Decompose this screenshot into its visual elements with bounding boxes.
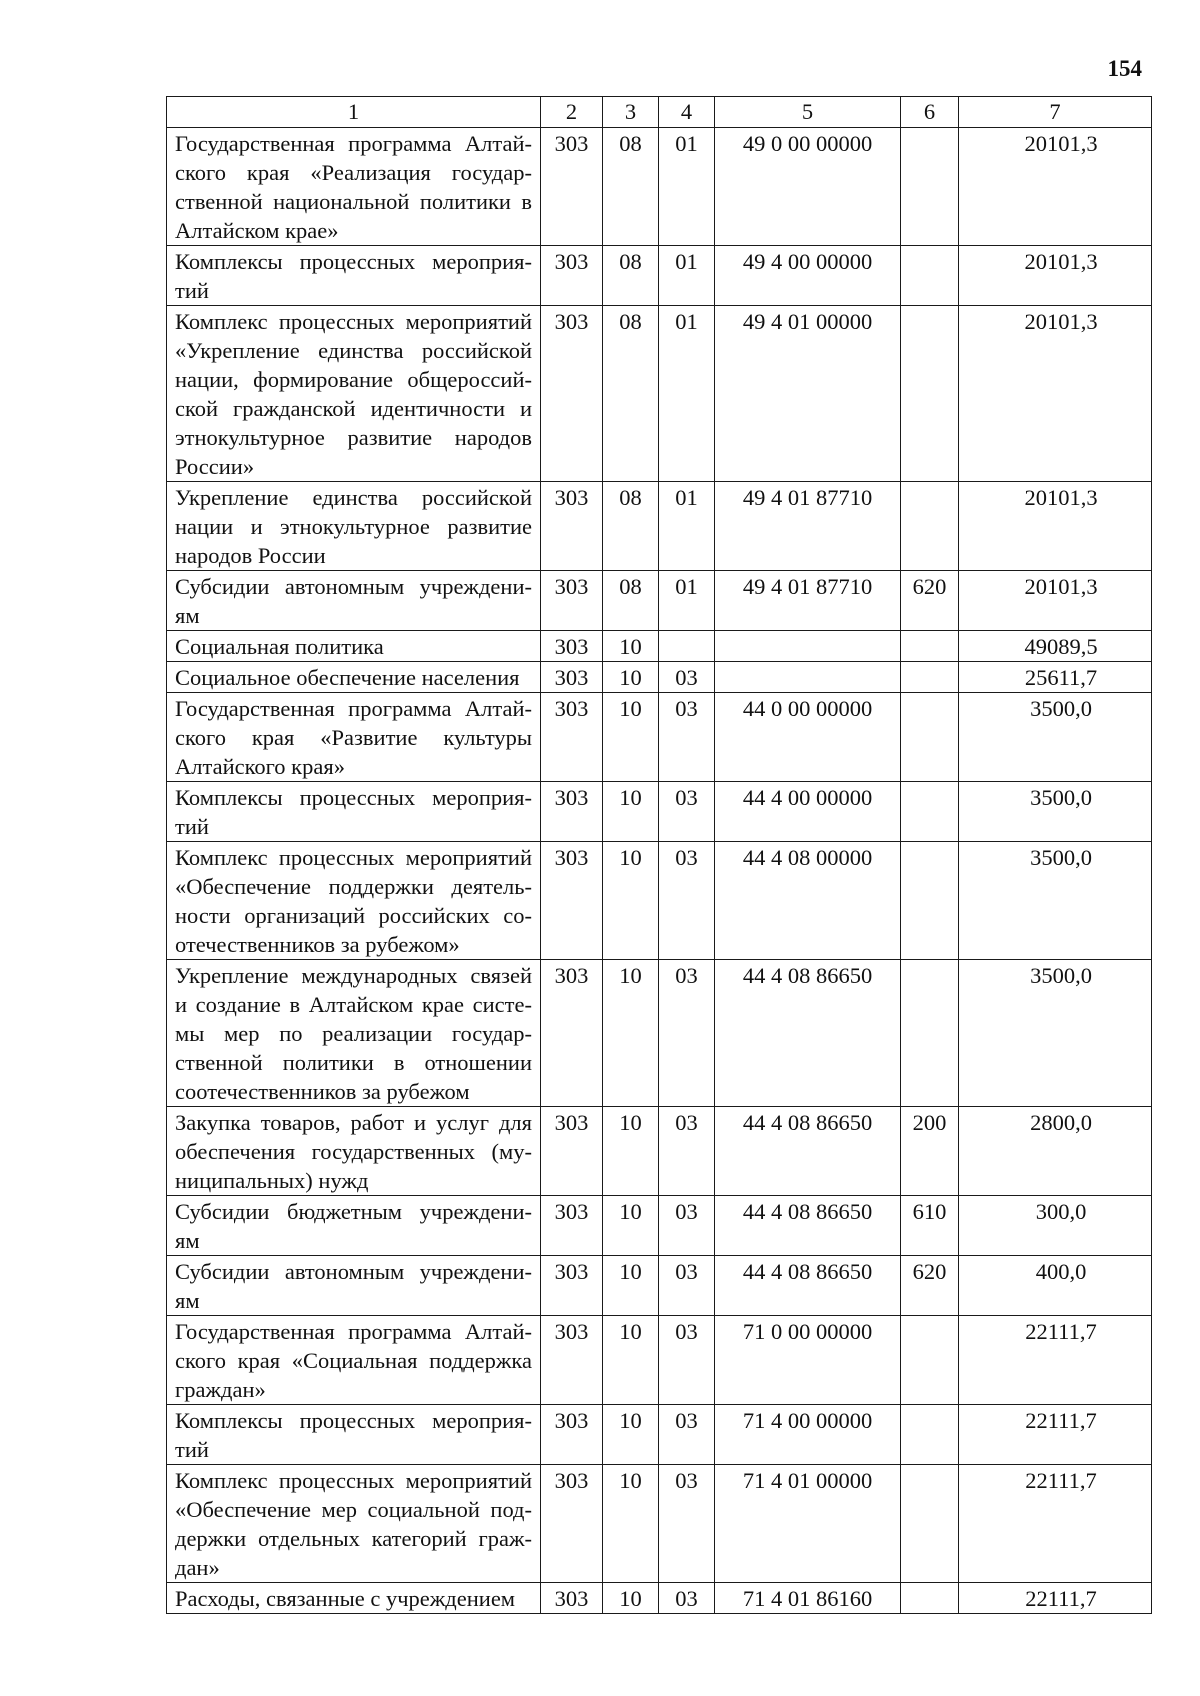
- cell-amount: 20101,3: [959, 482, 1152, 571]
- cell-section: 10: [603, 842, 659, 960]
- cell-department: 303: [541, 1196, 603, 1256]
- cell-subsection: 01: [659, 306, 715, 482]
- cell-section: 10: [603, 782, 659, 842]
- cell-expense-type: [901, 1316, 959, 1405]
- cell-target-code: 44 4 08 86650: [715, 1196, 901, 1256]
- cell-amount: 3500,0: [959, 693, 1152, 782]
- table-header-row: [167, 97, 1152, 128]
- table-row: [167, 693, 1152, 782]
- cell-amount: 300,0: [959, 1196, 1152, 1256]
- cell-name: Государственная программа Алтай-ского края «Реализация государ-ственной национальной политики в Алтайском крае»: [167, 128, 541, 246]
- cell-section: 10: [603, 1256, 659, 1316]
- cell-department: 303: [541, 631, 603, 662]
- cell-amount: 22111,7: [959, 1405, 1152, 1465]
- cell-section: 10: [603, 1107, 659, 1196]
- cell-department: 303: [541, 128, 603, 246]
- table-row: [167, 662, 1152, 693]
- cell-expense-type: [901, 1465, 959, 1583]
- cell-target-code: 49 4 01 87710: [715, 571, 901, 631]
- cell-department: 303: [541, 842, 603, 960]
- cell-section: 10: [603, 1583, 659, 1614]
- cell-amount: 20101,3: [959, 246, 1152, 306]
- cell-name: Субсидии автономным учреждени-ям: [167, 571, 541, 631]
- cell-expense-type: [901, 693, 959, 782]
- cell-department: 303: [541, 1465, 603, 1583]
- cell-amount: 400,0: [959, 1256, 1152, 1316]
- cell-name: Социальная политика: [167, 631, 541, 662]
- table-row: [167, 842, 1152, 960]
- cell-expense-type: [901, 306, 959, 482]
- cell-target-code: 49 4 01 00000: [715, 306, 901, 482]
- cell-expense-type: [901, 782, 959, 842]
- cell-target-code: 49 0 00 00000: [715, 128, 901, 246]
- table-row: [167, 1107, 1152, 1196]
- cell-department: 303: [541, 1316, 603, 1405]
- cell-amount: 22111,7: [959, 1316, 1152, 1405]
- cell-subsection: 03: [659, 693, 715, 782]
- table-row: [167, 128, 1152, 246]
- page-number: 154: [1107, 56, 1142, 81]
- cell-subsection: 03: [659, 1465, 715, 1583]
- budget-table: [166, 96, 1152, 1614]
- cell-expense-type: 620: [901, 1256, 959, 1316]
- cell-name: Комплекс процессных мероприятий «Обеспечение поддержки деятель-ности организаций российских со-отечественников за рубежом»: [167, 842, 541, 960]
- cell-expense-type: [901, 662, 959, 693]
- cell-expense-type: [901, 631, 959, 662]
- cell-subsection: 03: [659, 782, 715, 842]
- cell-name: Комплексы процессных мероприя-тий: [167, 1405, 541, 1465]
- cell-subsection: 03: [659, 1196, 715, 1256]
- cell-section: 08: [603, 571, 659, 631]
- cell-expense-type: 620: [901, 571, 959, 631]
- cell-amount: 2800,0: [959, 1107, 1152, 1196]
- cell-target-code: 44 4 08 86650: [715, 960, 901, 1107]
- cell-expense-type: 610: [901, 1196, 959, 1256]
- cell-name: Социальное обеспечение населения: [167, 662, 541, 693]
- cell-target-code: 71 4 01 00000: [715, 1465, 901, 1583]
- cell-subsection: 03: [659, 1316, 715, 1405]
- cell-target-code: 71 0 00 00000: [715, 1316, 901, 1405]
- table-row: [167, 960, 1152, 1107]
- cell-target-code: 44 4 00 00000: [715, 782, 901, 842]
- cell-section: 10: [603, 1316, 659, 1405]
- column-header: 6: [901, 97, 959, 128]
- cell-amount: 3500,0: [959, 960, 1152, 1107]
- cell-subsection: 01: [659, 246, 715, 306]
- column-header: 4: [659, 97, 715, 128]
- cell-section: 08: [603, 306, 659, 482]
- cell-name: Укрепление единства российской нации и этнокультурное развитие народов России: [167, 482, 541, 571]
- cell-department: 303: [541, 1256, 603, 1316]
- cell-subsection: 03: [659, 1107, 715, 1196]
- cell-expense-type: [901, 246, 959, 306]
- cell-target-code: 44 0 00 00000: [715, 693, 901, 782]
- cell-expense-type: [901, 842, 959, 960]
- table-row: [167, 1196, 1152, 1256]
- table-row: [167, 782, 1152, 842]
- cell-name: Субсидии бюджетным учреждени-ям: [167, 1196, 541, 1256]
- cell-department: 303: [541, 693, 603, 782]
- cell-amount: 3500,0: [959, 782, 1152, 842]
- cell-section: 10: [603, 1405, 659, 1465]
- cell-section: 10: [603, 1465, 659, 1583]
- table-row: [167, 306, 1152, 482]
- cell-amount: 22111,7: [959, 1465, 1152, 1583]
- cell-target-code: [715, 631, 901, 662]
- cell-name: Государственная программа Алтай-ского края «Социальная поддержка граждан»: [167, 1316, 541, 1405]
- table-body: [167, 128, 1152, 1614]
- cell-subsection: 03: [659, 1583, 715, 1614]
- cell-amount: 49089,5: [959, 631, 1152, 662]
- cell-name: Закупка товаров, работ и услуг для обеспечения государственных (му-ниципальных) нужд: [167, 1107, 541, 1196]
- cell-amount: 20101,3: [959, 128, 1152, 246]
- cell-amount: 3500,0: [959, 842, 1152, 960]
- cell-subsection: 01: [659, 482, 715, 571]
- table-row: [167, 1405, 1152, 1465]
- column-header: 2: [541, 97, 603, 128]
- cell-section: 10: [603, 693, 659, 782]
- table-row: [167, 631, 1152, 662]
- table-row: [167, 571, 1152, 631]
- cell-subsection: 03: [659, 842, 715, 960]
- cell-target-code: 44 4 08 86650: [715, 1256, 901, 1316]
- cell-expense-type: [901, 128, 959, 246]
- table-row: [167, 1583, 1152, 1614]
- cell-name: Расходы, связанные с учреждением: [167, 1583, 541, 1614]
- cell-department: 303: [541, 1583, 603, 1614]
- cell-subsection: 01: [659, 571, 715, 631]
- cell-section: 10: [603, 960, 659, 1107]
- cell-target-code: 49 4 01 87710: [715, 482, 901, 571]
- table-row: [167, 1465, 1152, 1583]
- cell-subsection: [659, 631, 715, 662]
- cell-target-code: 71 4 01 86160: [715, 1583, 901, 1614]
- table-row: [167, 482, 1152, 571]
- cell-department: 303: [541, 782, 603, 842]
- cell-section: 08: [603, 128, 659, 246]
- cell-subsection: 03: [659, 662, 715, 693]
- cell-amount: 20101,3: [959, 571, 1152, 631]
- cell-department: 303: [541, 1405, 603, 1465]
- column-header: 1: [167, 97, 541, 128]
- cell-target-code: 71 4 00 00000: [715, 1405, 901, 1465]
- cell-name: Комплексы процессных мероприя-тий: [167, 246, 541, 306]
- cell-section: 10: [603, 631, 659, 662]
- cell-subsection: 03: [659, 960, 715, 1107]
- cell-expense-type: [901, 960, 959, 1107]
- cell-department: 303: [541, 571, 603, 631]
- cell-amount: 22111,7: [959, 1583, 1152, 1614]
- cell-name: Комплекс процессных мероприятий «Укрепление единства российской нации, формирование общероссий-ской гражданской идентичности и этнокультурное развитие народов России»: [167, 306, 541, 482]
- cell-department: 303: [541, 306, 603, 482]
- cell-target-code: 44 4 08 00000: [715, 842, 901, 960]
- cell-target-code: [715, 662, 901, 693]
- cell-name: Государственная программа Алтай-ского края «Развитие культуры Алтайского края»: [167, 693, 541, 782]
- cell-target-code: 49 4 00 00000: [715, 246, 901, 306]
- cell-department: 303: [541, 960, 603, 1107]
- cell-department: 303: [541, 482, 603, 571]
- cell-department: 303: [541, 1107, 603, 1196]
- cell-subsection: 03: [659, 1256, 715, 1316]
- cell-name: Субсидии автономным учреждени-ям: [167, 1256, 541, 1316]
- cell-section: 10: [603, 662, 659, 693]
- column-header: 3: [603, 97, 659, 128]
- cell-target-code: 44 4 08 86650: [715, 1107, 901, 1196]
- cell-amount: 20101,3: [959, 306, 1152, 482]
- cell-expense-type: [901, 1583, 959, 1614]
- cell-expense-type: 200: [901, 1107, 959, 1196]
- column-header: 5: [715, 97, 901, 128]
- cell-amount: 25611,7: [959, 662, 1152, 693]
- cell-subsection: 03: [659, 1405, 715, 1465]
- table-row: [167, 1256, 1152, 1316]
- cell-name: Комплексы процессных мероприя-тий: [167, 782, 541, 842]
- table-row: [167, 1316, 1152, 1405]
- cell-expense-type: [901, 1405, 959, 1465]
- cell-subsection: 01: [659, 128, 715, 246]
- cell-department: 303: [541, 662, 603, 693]
- cell-section: 10: [603, 1196, 659, 1256]
- cell-name: Укрепление международных связей и создание в Алтайском крае систе-мы мер по реализации государ-ственной политики в отношении соотечественников за рубежом: [167, 960, 541, 1107]
- cell-name: Комплекс процессных мероприятий «Обеспечение мер социальной под-держки отдельных категорий граж-дан»: [167, 1465, 541, 1583]
- cell-section: 08: [603, 482, 659, 571]
- column-header: 7: [959, 97, 1152, 128]
- cell-section: 08: [603, 246, 659, 306]
- table-row: [167, 246, 1152, 306]
- cell-expense-type: [901, 482, 959, 571]
- cell-department: 303: [541, 246, 603, 306]
